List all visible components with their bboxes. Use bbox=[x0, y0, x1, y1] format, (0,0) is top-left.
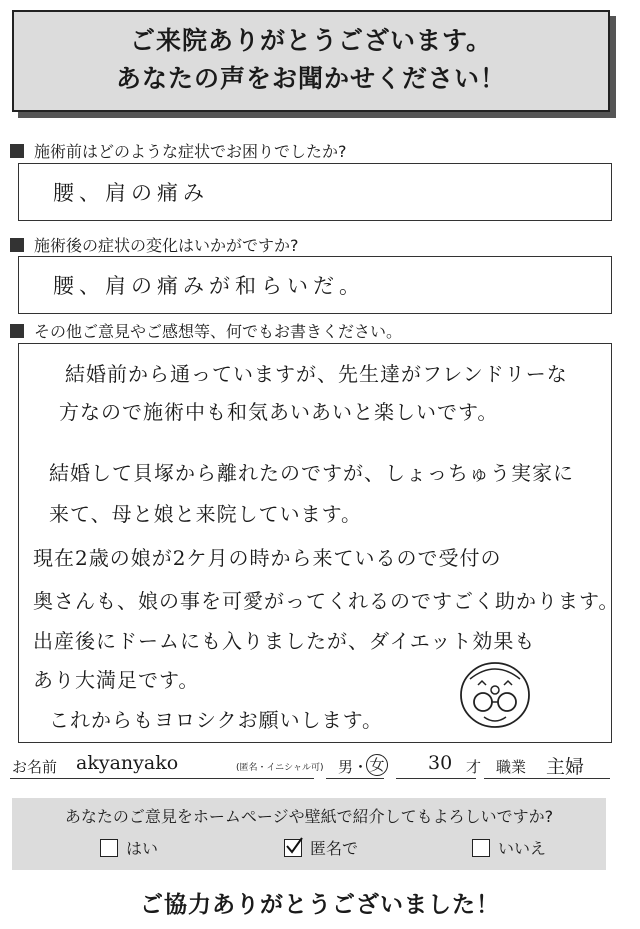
header-title-line2: あなたの声をお聞かせください！ bbox=[115, 64, 506, 93]
comment-line: これからもヨロシクお願いします。 bbox=[49, 708, 383, 732]
bullet-square-icon bbox=[10, 144, 24, 158]
header-title-line1: ご来院ありがとうございます。 bbox=[129, 26, 492, 55]
footer-thanks: ご協力ありがとうございました！ bbox=[140, 892, 500, 918]
name-note: (匿名・イニシャル可) bbox=[236, 763, 324, 773]
consent-option-yes[interactable] bbox=[100, 836, 158, 859]
gender-separator: ・ bbox=[353, 758, 369, 776]
question-2 bbox=[10, 233, 299, 256]
comment-line: 結婚前から通っていますが、先生達がフレンドリーな bbox=[65, 362, 568, 386]
bullet-square-icon bbox=[10, 324, 24, 338]
smiley-face-drawing-icon bbox=[456, 657, 534, 731]
name-underline bbox=[10, 778, 314, 779]
age-value: 30 bbox=[428, 752, 453, 774]
question-3 bbox=[10, 319, 402, 342]
respondent-info-row bbox=[10, 752, 610, 780]
age-unit: 才 bbox=[466, 758, 482, 776]
question-2-label: 施術後の症状の変化はいかがですか? bbox=[34, 236, 299, 255]
name-value: akyanyako bbox=[76, 752, 179, 774]
consent-question: あなたのご意見をホームページや壁紙で紹介してもよろしいですか? bbox=[64, 807, 554, 826]
job-value: 主婦 bbox=[546, 756, 585, 778]
question-3-label: その他ご意見やご感想等、何でもお書きください。 bbox=[34, 322, 403, 341]
comment-line: 方なので施術中も和気あいあいと楽しいです。 bbox=[59, 400, 499, 424]
consent-option-anonymous[interactable] bbox=[284, 836, 358, 859]
bullet-square-icon bbox=[10, 238, 24, 252]
consent-option-yes-label: はい bbox=[126, 839, 159, 858]
gender-male: 男 bbox=[338, 758, 354, 776]
comment-line: 来て、母と娘と来院しています。 bbox=[49, 502, 362, 526]
gender-underline bbox=[326, 778, 384, 779]
header-banner bbox=[12, 10, 610, 112]
question-1-label: 施術前はどのような症状でお困りでしたか? bbox=[34, 142, 347, 161]
consent-option-anonymous-label: 匿名で bbox=[310, 839, 359, 858]
job-underline bbox=[484, 778, 610, 779]
answer-2-box bbox=[18, 256, 612, 314]
yes-checkbox[interactable] bbox=[100, 839, 118, 857]
checkmark-icon bbox=[284, 836, 304, 856]
comment-line: 奥さんも、娘の事を可愛がってくれるのですごく助かります。 bbox=[33, 589, 620, 613]
name-label: お名前 bbox=[12, 758, 58, 776]
consent-option-no[interactable] bbox=[472, 836, 546, 859]
question-1 bbox=[10, 139, 347, 162]
answer-1-text: 腰、肩の痛み bbox=[53, 181, 209, 205]
job-label: 職業 bbox=[496, 758, 527, 776]
answer-1-box bbox=[18, 163, 612, 221]
age-underline bbox=[396, 778, 476, 779]
comment-line: 出産後にドームにも入りましたが、ダイエット効果も bbox=[33, 629, 536, 653]
comment-line: 現在2歳の娘が2ケ月の時から来ているので受付の bbox=[33, 546, 502, 570]
comment-line: 結婚して貝塚から離れたのですが、しょっちゅう実家に bbox=[49, 461, 574, 485]
answer-2-text: 腰、肩の痛みが和らいだ。 bbox=[53, 274, 365, 298]
comment-line: あり大満足です。 bbox=[33, 668, 200, 692]
gender-female-circled: 女 bbox=[366, 754, 388, 776]
consent-option-no-label: いいえ bbox=[498, 839, 547, 858]
consent-panel bbox=[12, 798, 606, 870]
no-checkbox[interactable] bbox=[472, 839, 490, 857]
anonymous-checkbox[interactable] bbox=[284, 839, 302, 857]
